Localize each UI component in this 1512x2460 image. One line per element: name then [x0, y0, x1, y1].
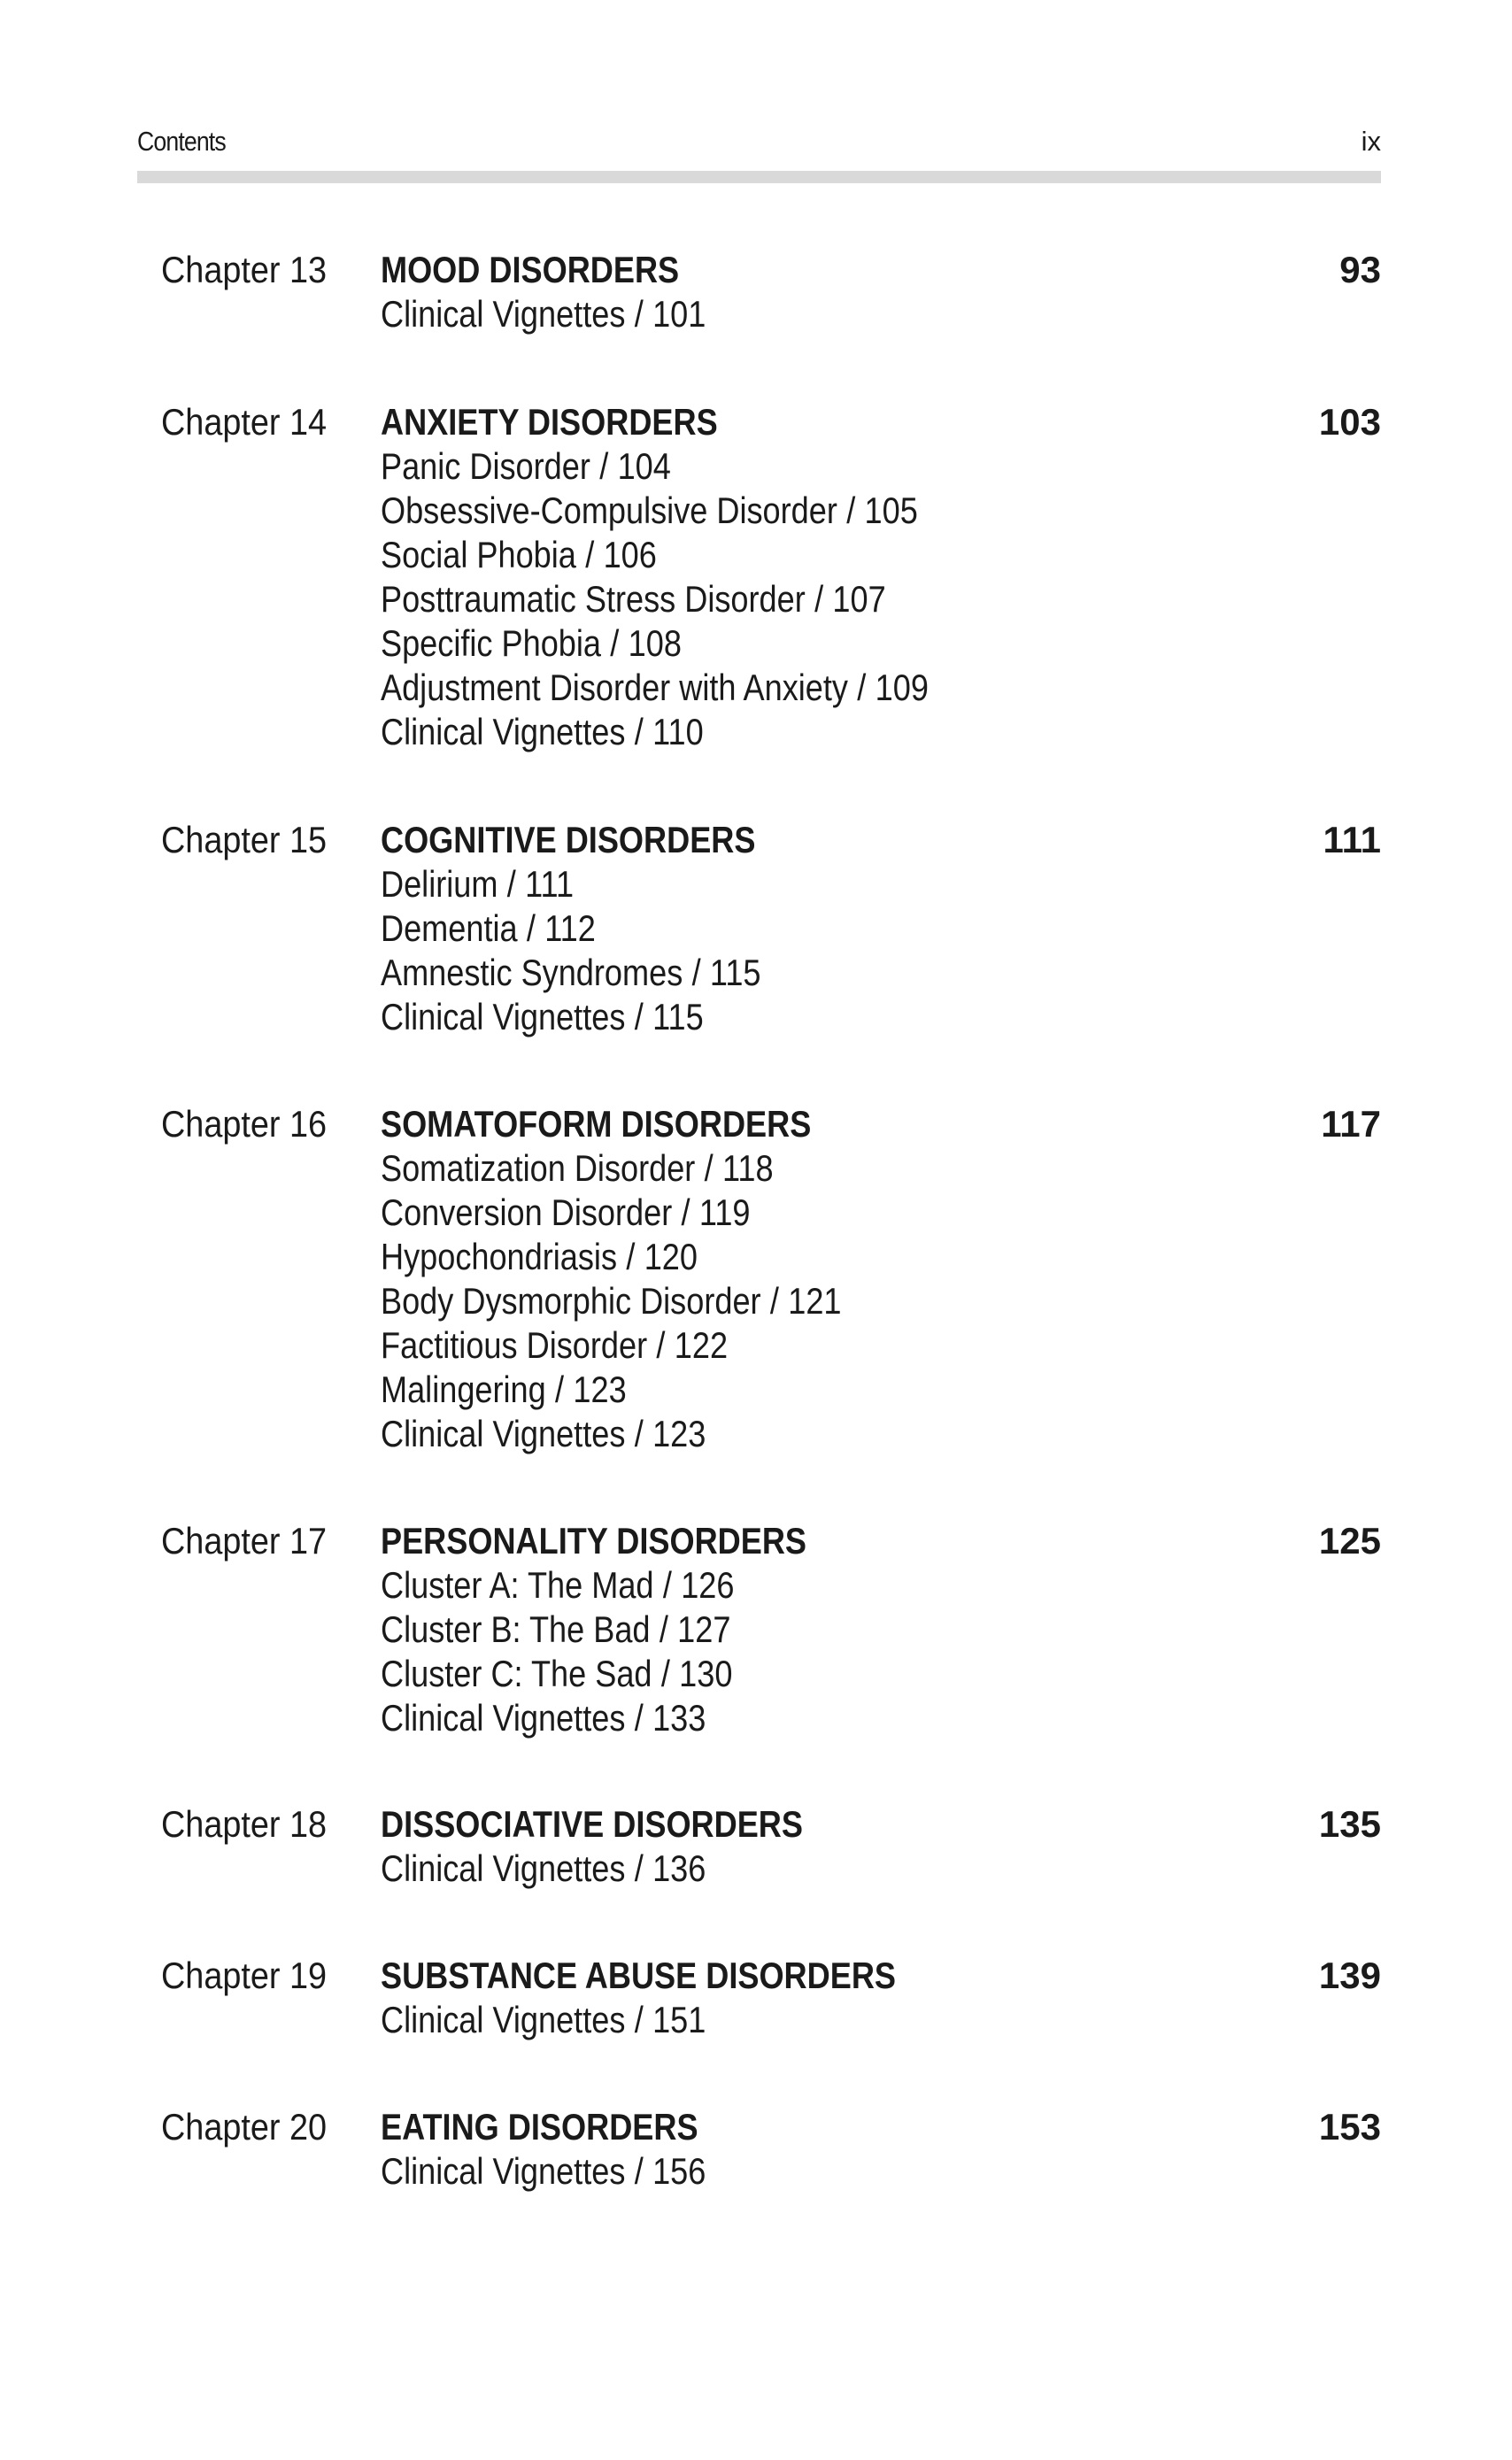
chapter-page-number: 111 [1323, 819, 1381, 860]
entry-name: Adjustment Disorder with Anxiety [381, 667, 848, 708]
chapter-body [381, 2105, 759, 2194]
entry-page: 105 [864, 490, 918, 531]
toc-entry[interactable] [381, 1563, 806, 1608]
entry-name: Clinical Vignettes [381, 1847, 626, 1889]
entry-name: Clinical Vignettes [381, 293, 626, 335]
toc-entry[interactable] [381, 2149, 706, 2194]
entry-separator: / [634, 293, 644, 335]
entry-name: Clinical Vignettes [381, 1999, 626, 2040]
entry-name: Amnestic Syndromes [381, 952, 683, 993]
entry-name: Somatization Disorder [381, 1147, 696, 1189]
entry-name: Specific Phobia [381, 622, 601, 664]
toc-entry[interactable] [381, 1323, 842, 1368]
chapter-title[interactable]: PERSONALITY DISORDERS [381, 1520, 807, 1562]
entry-separator: / [846, 490, 856, 531]
toc-entry[interactable] [381, 1847, 803, 1891]
entry-separator: / [704, 1147, 714, 1189]
toc-entry[interactable] [381, 1235, 842, 1279]
chapter-body [381, 1102, 916, 1456]
entry-name: Hypochondriasis [381, 1236, 618, 1277]
entry-separator: / [857, 667, 867, 708]
entry-separator: / [634, 711, 644, 752]
entry-separator: / [769, 1280, 779, 1322]
entry-page: 104 [617, 445, 671, 487]
entry-name: Dementia [381, 907, 518, 949]
entry-page: 101 [652, 293, 706, 335]
entry-page: 110 [652, 711, 704, 752]
entry-name: Conversion Disorder [381, 1191, 673, 1233]
chapter-body [381, 400, 1018, 754]
entry-name: Panic Disorder [381, 445, 590, 487]
entry-separator: / [634, 996, 644, 1037]
chapter-title[interactable]: COGNITIVE DISORDERS [381, 819, 756, 860]
chapter-body [381, 1519, 876, 1740]
toc-entry[interactable] [381, 1279, 842, 1323]
header-page-number: ix [1361, 126, 1381, 157]
header-rule [137, 171, 1381, 183]
chapter-label: Chapter 16 [161, 1103, 328, 1145]
entry-name: Cluster C: The Sad [381, 1653, 652, 1694]
chapter-label: Chapter 15 [161, 819, 328, 860]
entry-page: 136 [652, 1847, 706, 1889]
entry-page: 118 [722, 1147, 774, 1189]
entry-name: Clinical Vignettes [381, 996, 626, 1037]
chapter-label: Chapter 18 [161, 1803, 328, 1845]
entry-page: 115 [652, 996, 704, 1037]
running-header [137, 126, 1381, 161]
entry-separator: / [814, 578, 824, 620]
entry-page: 108 [628, 622, 682, 664]
entry-separator: / [634, 2150, 644, 2192]
toc-entry[interactable] [381, 533, 929, 577]
chapter-body [381, 818, 822, 1039]
chapter-label: Chapter 14 [161, 401, 328, 443]
chapter-label: Chapter 17 [161, 1520, 328, 1562]
toc-entry[interactable] [381, 621, 929, 666]
chapter-label: Chapter 19 [161, 1955, 328, 1996]
toc-entry[interactable] [381, 444, 929, 489]
chapter-title[interactable]: SUBSTANCE ABUSE DISORDERS [381, 1955, 897, 1996]
toc-entry[interactable] [381, 577, 929, 621]
chapter-page-number: 135 [1318, 1803, 1381, 1845]
chapter-title[interactable]: MOOD DISORDERS [381, 249, 680, 290]
toc-entry[interactable] [381, 1368, 842, 1412]
chapter-label: Chapter 13 [161, 249, 328, 290]
entry-page: 156 [652, 2150, 706, 2192]
chapter-title[interactable]: SOMATOFORM DISORDERS [381, 1103, 812, 1145]
toc-entry[interactable] [381, 1608, 806, 1652]
entry-separator: / [555, 1369, 565, 1410]
entry-separator: / [634, 1697, 644, 1739]
toc-entry[interactable] [381, 710, 929, 754]
entry-page: 126 [681, 1564, 735, 1606]
chapter-page-number: 153 [1318, 2106, 1381, 2148]
entry-page: 127 [677, 1608, 731, 1650]
toc-entry[interactable] [381, 1191, 842, 1235]
entry-separator: / [662, 1564, 672, 1606]
entry-separator: / [610, 622, 620, 664]
toc-entry[interactable] [381, 489, 929, 533]
entry-page: 119 [698, 1191, 751, 1233]
entry-name: Factitious Disorder [381, 1324, 648, 1366]
entry-page: 109 [875, 667, 929, 708]
chapter-label: Chapter 20 [161, 2106, 328, 2148]
entry-name: Social Phobia [381, 534, 576, 575]
chapter-title[interactable]: ANXIETY DISORDERS [381, 401, 718, 443]
entry-separator: / [656, 1324, 666, 1366]
chapter-body [381, 248, 759, 336]
entry-page: 122 [674, 1324, 729, 1366]
toc-entry[interactable] [381, 1998, 896, 2042]
entry-page: 133 [652, 1697, 706, 1739]
toc-entry[interactable] [381, 1412, 842, 1456]
entry-separator: / [585, 534, 595, 575]
entry-separator: / [599, 445, 609, 487]
entry-page: 123 [652, 1413, 706, 1454]
entry-separator: / [526, 907, 536, 949]
entry-name: Clinical Vignettes [381, 1413, 626, 1454]
entry-separator: / [691, 952, 701, 993]
entry-separator: / [634, 1413, 644, 1454]
entry-page: 115 [709, 952, 761, 993]
chapter-page-number: 139 [1318, 1955, 1381, 1996]
chapter-page-number: 103 [1318, 401, 1381, 443]
toc-entry[interactable] [381, 666, 929, 710]
entry-page: 111 [525, 863, 575, 905]
toc-entry[interactable] [381, 1696, 806, 1740]
entry-page: 130 [679, 1653, 733, 1694]
entry-name: Clinical Vignettes [381, 711, 626, 752]
entry-page: 112 [544, 907, 596, 949]
toc-entry[interactable] [381, 1652, 806, 1696]
chapter-body [381, 1954, 980, 2042]
toc-entry[interactable] [381, 906, 761, 951]
entry-name: Obsessive-Compulsive Disorder [381, 490, 837, 531]
toc-entry[interactable] [381, 951, 761, 995]
entry-name: Delirium [381, 863, 498, 905]
entry-name: Clinical Vignettes [381, 1697, 626, 1739]
chapter-body [381, 1802, 872, 1891]
entry-page: 123 [573, 1369, 627, 1410]
entry-separator: / [660, 1653, 670, 1694]
entry-page: 121 [788, 1280, 842, 1322]
entry-page: 151 [652, 1999, 706, 2040]
entry-page: 106 [603, 534, 657, 575]
entry-separator: / [659, 1608, 668, 1650]
entry-name: Posttraumatic Stress Disorder [381, 578, 806, 620]
chapter-page-number: 117 [1321, 1103, 1381, 1145]
entry-separator: / [634, 1847, 644, 1889]
entry-name: Cluster A: The Mad [381, 1564, 654, 1606]
entry-name: Body Dysmorphic Disorder [381, 1280, 761, 1322]
header-section-title: Contents [137, 126, 226, 157]
toc-entry[interactable] [381, 292, 706, 336]
toc-entry[interactable] [381, 1146, 842, 1191]
chapter-page-number: 93 [1339, 249, 1381, 290]
entry-separator: / [634, 1999, 644, 2040]
entry-page: 120 [644, 1236, 698, 1277]
toc-entry[interactable] [381, 862, 761, 906]
chapter-page-number: 125 [1318, 1520, 1381, 1562]
entry-name: Malingering [381, 1369, 546, 1410]
entry-name: Cluster B: The Bad [381, 1608, 651, 1650]
chapter-title[interactable]: DISSOCIATIVE DISORDERS [381, 1803, 803, 1845]
entry-separator: / [626, 1236, 636, 1277]
entry-page: 107 [832, 578, 886, 620]
chapter-title[interactable]: EATING DISORDERS [381, 2106, 698, 2148]
entry-separator: / [506, 863, 516, 905]
toc-entry[interactable] [381, 995, 761, 1039]
entry-name: Clinical Vignettes [381, 2150, 626, 2192]
entry-separator: / [681, 1191, 690, 1233]
